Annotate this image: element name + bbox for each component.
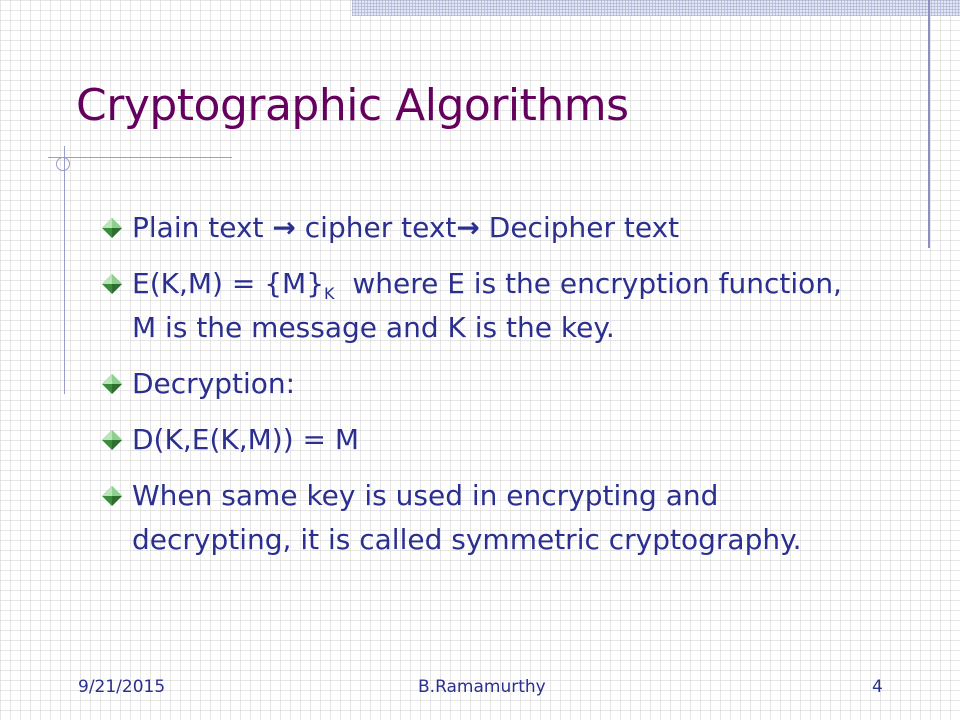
right-arrow-icon: → — [272, 211, 296, 244]
footer-author: B.Ramamurthy — [418, 677, 546, 697]
subscript-k: K — [324, 284, 335, 303]
diamond-bullet-icon — [100, 484, 124, 508]
diamond-bullet-icon — [100, 428, 124, 452]
decorative-left-line — [64, 146, 65, 394]
decorative-grid-band — [352, 0, 960, 16]
bullet-item — [100, 206, 860, 250]
bullet-text: When same key is used in encrypting and decrypting, it is called symmetric cryptography. — [132, 479, 802, 556]
decorative-circle-icon — [56, 157, 70, 171]
bullet-item — [100, 362, 860, 406]
right-arrow-icon: → — [456, 211, 480, 244]
decorative-vertical-line — [928, 0, 930, 248]
bullet-text-part: Plain text — [132, 211, 273, 244]
bullet-item — [100, 262, 860, 350]
bullet-text-part: E(K,M) = {M} — [132, 267, 325, 300]
page-number: 4 — [872, 677, 883, 697]
footer-date: 9/21/2015 — [78, 677, 166, 697]
bullet-list — [100, 206, 860, 574]
bullet-text: D(K,E(K,M)) = M — [132, 423, 360, 456]
bullet-text: Decryption: — [132, 367, 296, 400]
bullet-item — [100, 418, 860, 462]
bullet-text-part: cipher text — [295, 211, 457, 244]
slide-title: Cryptographic Algorithms — [76, 80, 629, 131]
diamond-bullet-icon — [100, 216, 124, 240]
bullet-item — [100, 474, 860, 562]
decorative-title-underline — [48, 157, 232, 158]
diamond-bullet-icon — [100, 372, 124, 396]
diamond-bullet-icon — [100, 272, 124, 296]
bullet-text-part: where E is the encryption function, M is the message and K is the key. — [132, 267, 851, 344]
bullet-text-part: Decipher text — [479, 211, 680, 244]
